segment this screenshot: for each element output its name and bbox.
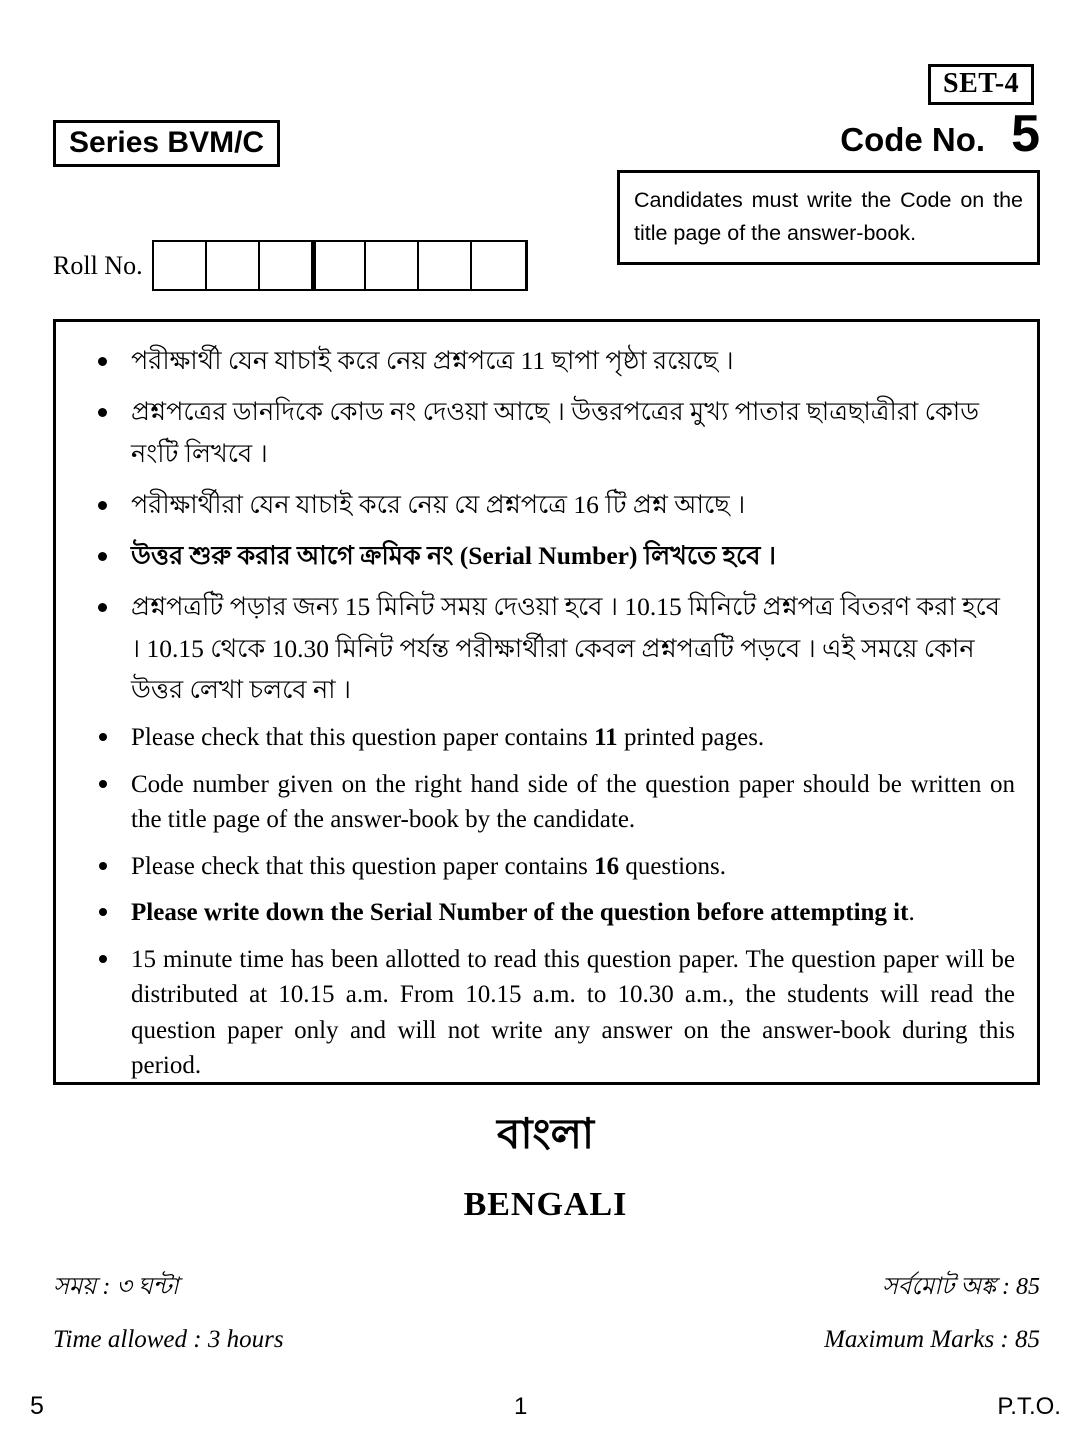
roll-no-cell[interactable] <box>366 242 419 289</box>
instruction-item: Please check that this question paper contains 16 questions. <box>78 849 1015 885</box>
instruction-item: পরীক্ষার্থী যেন যাচাই করে নেয় প্রশ্নপত্রে 11 ছাপা পৃষ্ঠা রয়েছে । <box>78 340 1015 381</box>
roll-no-label: Roll No. <box>53 250 143 280</box>
footer-pto: P.T.O. <box>997 1393 1061 1420</box>
code-no-group <box>840 105 1040 163</box>
instruction-item: Please write down the Serial Number of the question before attempting it. <box>78 895 1015 931</box>
maximum-marks-bengali: সর্বমোট অঙ্ক : 85 <box>881 1274 1040 1300</box>
roll-no-cell[interactable] <box>154 242 207 289</box>
roll-no-row <box>53 240 528 291</box>
bengali-instruction-list <box>78 340 1015 710</box>
meta-row-english <box>53 1326 1040 1354</box>
english-instruction-list <box>78 720 1015 1084</box>
instruction-item: উত্তর শুরু করার আগে ক্রমিক নং (Serial Number) লিখতে হবে । <box>78 535 1015 576</box>
instruction-item: Code number given on the right hand side of the question paper should be written on the title page of the answer-book by the candidate. <box>78 767 1015 838</box>
roll-no-cell[interactable] <box>313 242 366 289</box>
instruction-item: প্রশ্নপত্রের ডানদিকে কোড নং দেওয়া আছে । উত্তরপত্রের মুখ্য পাতার ছাত্রছাত্রীরা কোড নংটি লিখবে । <box>78 391 1015 474</box>
roll-no-input-grid[interactable] <box>152 240 528 291</box>
code-no-label: Code No. <box>840 121 986 158</box>
subject-title-english: BENGALI <box>463 1186 628 1223</box>
meta-row-bengali <box>53 1268 1040 1308</box>
page-footer <box>30 1392 1061 1421</box>
instructions-box <box>53 319 1040 1085</box>
code-no-value: 5 <box>1011 105 1040 163</box>
candidates-note-box: Candidates must write the Code on the title page of the answer-book. <box>617 170 1040 265</box>
subject-title-bengali: বাংলা <box>496 1112 595 1158</box>
time-allowed-english: Time allowed : 3 hours <box>53 1326 284 1353</box>
roll-no-cell[interactable] <box>472 242 525 289</box>
time-allowed-bengali: সময় : ৩ ঘন্টা <box>53 1274 179 1300</box>
instruction-item: প্রশ্নপত্রটি পড়ার জন্য 15 মিনিট সময় দেওয়া হবে । 10.15 মিনিটে প্রশ্নপত্র বিতরণ করা হবে । 10.15 থেকে 10.30 মিনিট পর্যন্ত পরীক্ষার্থীরা কেবল প্রশ্নপত্রটি পড়বে । এই সময়ে কোন উত্তর লেখা চলবে না । <box>78 586 1015 710</box>
series-box: Series BVM/C <box>53 120 280 167</box>
instruction-item: পরীক্ষার্থীরা যেন যাচাই করে নেয় যে প্রশ্নপত্রে 16 টি প্রশ্ন আছে । <box>78 484 1015 525</box>
instruction-item: 15 minute time has been allotted to read this question paper. The question paper will be distributed at 10.15 a.m. From 10.15 a.m. to 10.30 a.m., the students will read the question paper only and will not write any answer on the answer-book during this period. <box>78 942 1015 1084</box>
roll-no-cell[interactable] <box>207 242 260 289</box>
footer-code: 5 <box>30 1392 44 1420</box>
set-badge: SET-4 <box>928 64 1034 105</box>
maximum-marks-english: Maximum Marks : 85 <box>824 1326 1040 1353</box>
roll-no-cell[interactable] <box>419 242 472 289</box>
footer-page-number: 1 <box>513 1393 528 1420</box>
roll-no-cell[interactable] <box>260 242 313 289</box>
instruction-item: Please check that this question paper contains 11 printed pages. <box>78 720 1015 756</box>
